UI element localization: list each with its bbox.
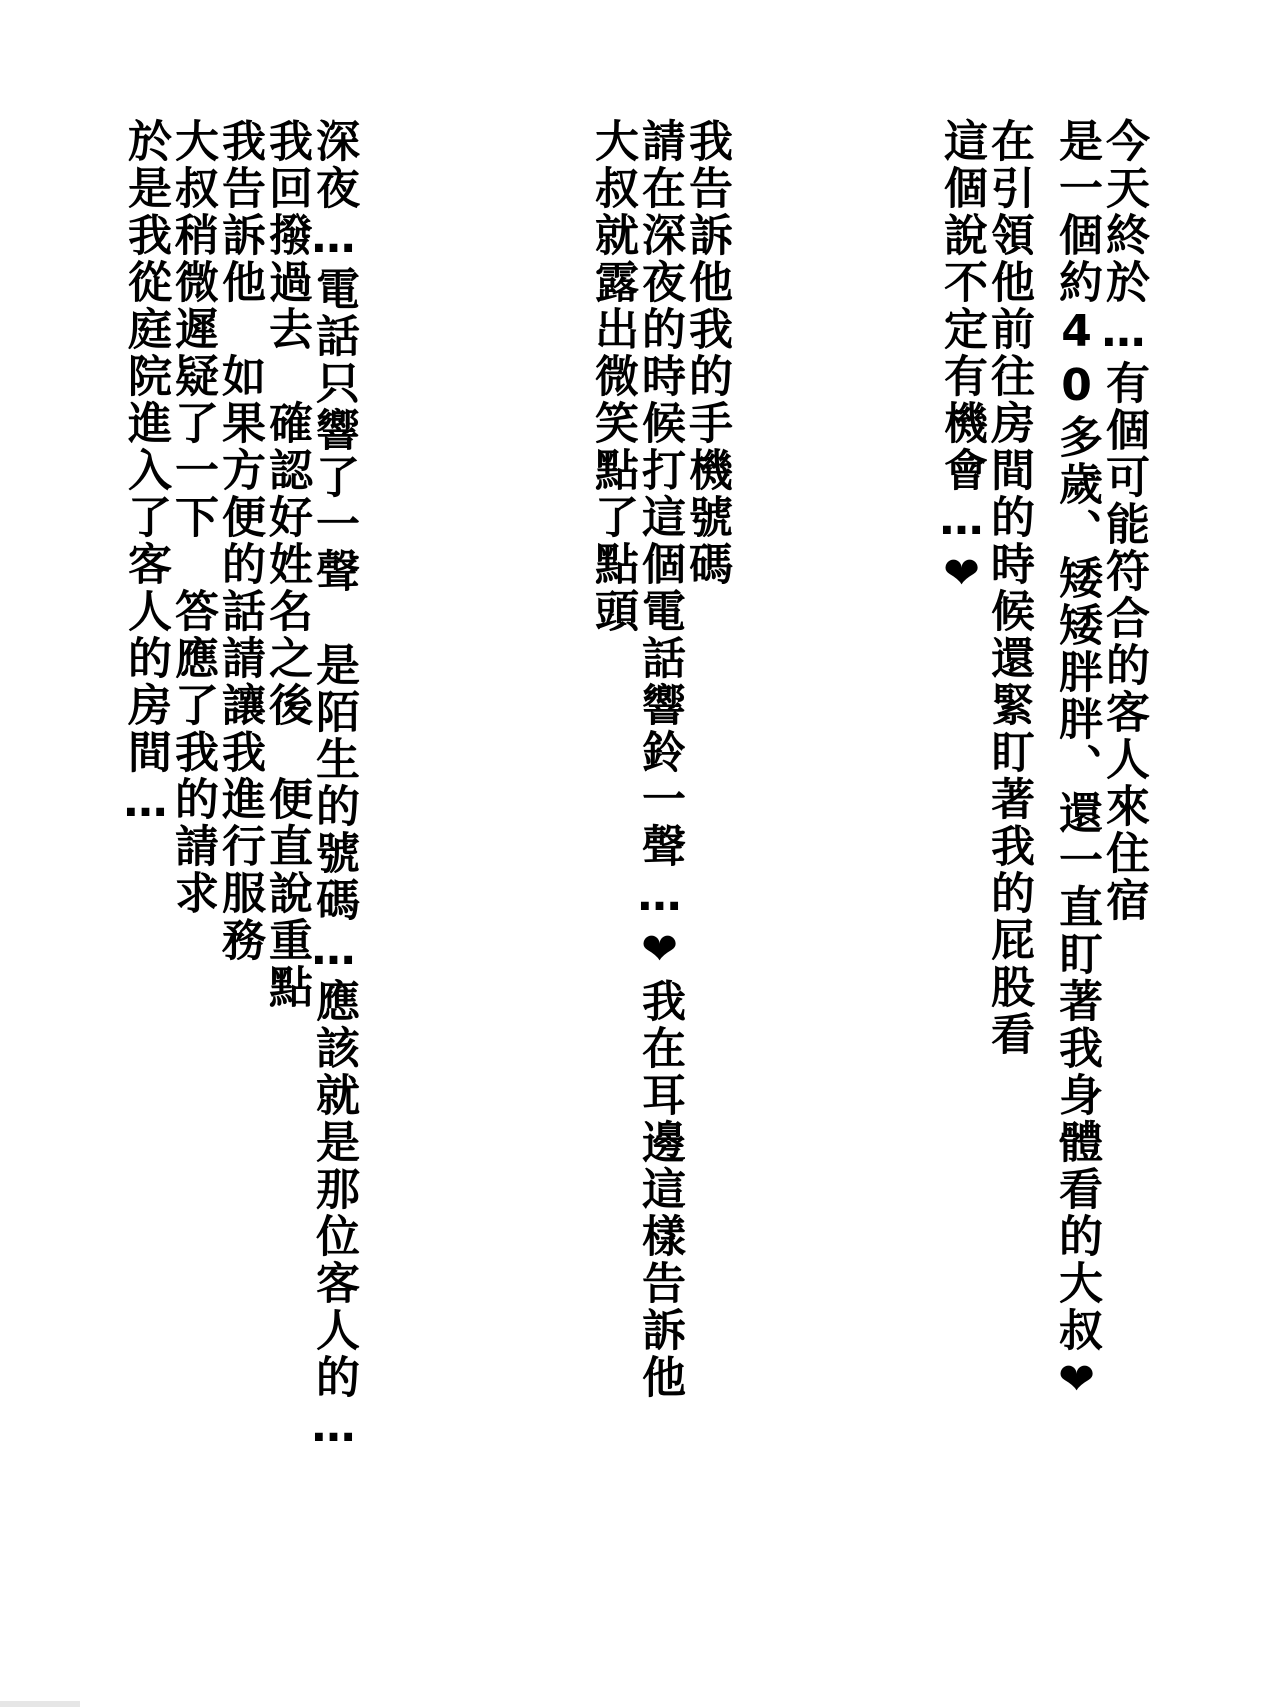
text-column-2: 是一個約40多歲、矮矮胖胖、還一直盯著我身體看的大叔❤ [1051, 118, 1102, 1408]
text-column-11: 大叔稍微遲疑了一下 答應了我的請求 [167, 118, 218, 917]
text-column-4: 這個說不定有機會…❤ [936, 118, 987, 602]
scan-edge-mark [0, 1701, 80, 1707]
text-column-5: 我告訴他我的手機號碼 [681, 118, 732, 588]
text-column-8: 深夜…電話只響了一聲 是陌生的號碼…應該就是那位客人的… [308, 118, 359, 1455]
text-column-7: 大叔就露出微笑點了點頭 [587, 118, 638, 635]
text-column-9: 我回撥過去 確認好姓名之後 便直說重點 [261, 118, 312, 1011]
text-column-3: 在引領他前往房間的時候還緊盯著我的屁股看 [983, 118, 1034, 1058]
text-column-6: 請在深夜的時候打這個電話響鈴一聲…❤我在耳邊這樣告訴他 [634, 118, 685, 1401]
text-column-1: 今天終於…有個可能符合的客人來住宿 [1098, 118, 1149, 924]
text-column-10: 我告訴他 如果方便的話請讓我進行服務 [214, 118, 265, 964]
text-column-12: 於是我從庭院進入了客人的房間… [120, 118, 171, 830]
